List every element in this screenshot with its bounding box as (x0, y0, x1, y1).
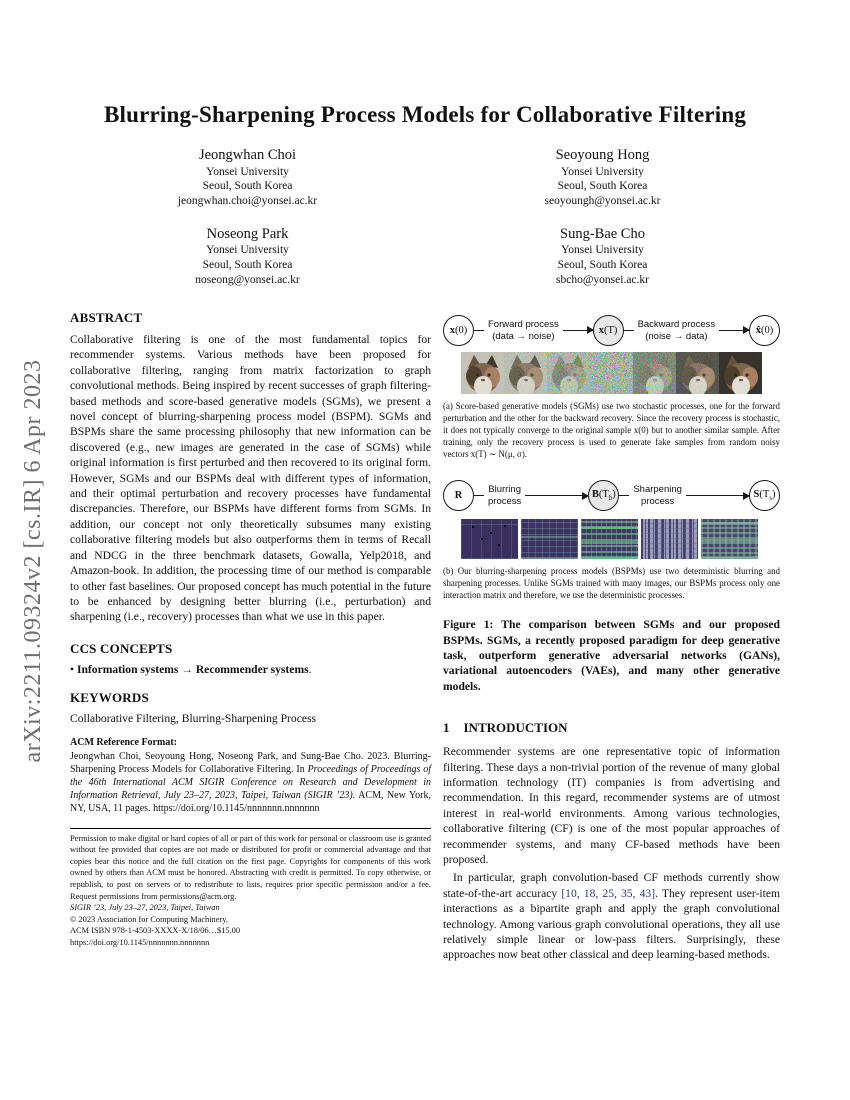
acm-ref-heading: ACM Reference Format: (70, 736, 177, 748)
author-location: Seoul, South Korea (202, 180, 293, 193)
forward-process-connector (474, 319, 593, 342)
matrix-heatmap-sharpened (701, 519, 758, 559)
introduction-para2: In particular, graph convolution-based CF methods currently show state-of-the-art accuracy [10, 18, 25, 35, 43]. They represent user-item interactions as a bipartite graph and apply the graph convolutional technology. Among various graph convolutional operations, they all use relatively simple linear or low-pass filters. Surprisingly, these approaches now beat other classical and deep learning-based methods. (443, 871, 781, 962)
ccs-heading: CCS CONCEPTS (70, 640, 173, 656)
author-block (425, 146, 780, 209)
node-xT: x(T) (593, 315, 624, 346)
permission-text: Permission to make digital or hard copies of all or part of this work for personal or classroom use is granted without fee provided that copies are not made or distributed for profit or commercial advantage and that copies bear this notice and the full citation on the first page. Copyrights for components of this work owned by others than ACM must be honored. Abstracting with credit is permitted. To copy otherwise, or republish, to post on servers or to redistribute to lists, requires prior specific permission and/or a fee. Request permissions from permissions@acm.org. (70, 833, 431, 901)
cat-image-light-noise (504, 352, 547, 394)
author-block (425, 225, 780, 288)
permission-block (70, 828, 431, 949)
introduction-heading: 1 INTRODUCTION (443, 720, 568, 736)
figure-b (443, 480, 780, 601)
caption-b: (b) Our blurring-sharpening process models (BSPMs) use two deterministic blurring and sharpening processes. Unlike SGMs trained with many images, our BSPMs process only one interaction matrix and therefore, we use the deterministic processes. (443, 566, 780, 601)
ccs-concept-leaf[interactable]: Recommender systems (195, 662, 309, 676)
paper-header (70, 102, 780, 287)
author-block (70, 146, 425, 209)
bspm-diagram (443, 480, 780, 511)
arxiv-banner: arXiv:2211.09324v2 [cs.IR] 6 Apr 2023 (20, 359, 46, 763)
author-location: Seoul, South Korea (202, 258, 293, 271)
cat-image-clean (461, 352, 504, 394)
forward-process-sublabel: (data → noise) (492, 330, 555, 342)
isbn-line: ACM ISBN 978-1-4503-XXXX-X/18/06…$15.00 (70, 926, 241, 936)
node-x0: x(0) (443, 315, 474, 346)
backward-process-sublabel: (noise → data) (645, 330, 708, 342)
cat-noise-image-strip (461, 352, 762, 394)
arrow-icon (719, 330, 749, 331)
matrix-heatmap-blur-1 (521, 519, 578, 559)
author-email[interactable]: sbcho@yonsei.ac.kr (556, 273, 649, 286)
citation-link[interactable]: [10, 18, 25, 35, 43] (561, 886, 656, 900)
blurring-process-sublabel: process (488, 495, 522, 507)
author-email[interactable]: noseong@yonsei.ac.kr (195, 273, 300, 286)
author-email[interactable]: seoyoungh@yonsei.ac.kr (544, 194, 661, 207)
caption-a: (a) Score-based generative models (SGMs) use two stochastic processes, one for the forward perturbation and the other for the backward recovery. Since the recovery process is stochastic, it does not typically converge to the original sample x(0) but to another similar sample. After training, only the recovery process is used to generate fake samples from random noisy vectors x(T) ∼ N(μ, σ). (443, 401, 780, 460)
author-affiliation: Yonsei University (206, 244, 289, 257)
blurring-process-connector (474, 484, 588, 507)
abstract-text: Collaborative filtering is one of the most fundamental topics for recommender systems. Various methods have been proposed for collaborative filtering, ranging from matrix factorization to graph convolutional methods. Being inspired by recent successes of graph filtering-based methods and score-based generative models (SGMs), we present a novel concept of blurring-sharpening process model (BSPM). SGMs and BSPMs share the same processing philosophy that new information can be discovered (e.g., new images are generated in the case of SGMs) while original information is first perturbed and then recovered to its original form. However, SGMs and our BSPMs deal with different types of information, and their optimal perturbation and recovery processes have fundamental discrepancies. Therefore, our BSPMs have different forms from SGMs. In addition, our concept not only theoretically subsumes many existing collaborative filtering models but also outperforms them in terms of Recall and NDCG in the three benchmark datasets, Gowalla, Yelp2018, and Amazon-book. In addition, the processing time of our method is comparable to other fast baselines. Our proposed concept has much potential in the future to be enhanced by designing better blurring (i.e., perturbation) and sharpening (i.e., recovery) processes than what we use in this paper. (70, 333, 431, 624)
cat-image-recovered (719, 352, 762, 394)
author-name: Sung-Bae Cho (560, 225, 645, 242)
figure-a (443, 315, 780, 460)
author-affiliation: Yonsei University (206, 165, 289, 178)
cat-image-almost-recovered (676, 352, 719, 394)
cat-image-heavy-noise (547, 352, 590, 394)
cat-image-pure-noise (590, 352, 633, 394)
conference-line: SIGIR ’23, July 23–27, 2023, Taipei, Taiwan (70, 903, 220, 913)
footer-doi-link[interactable]: https://doi.org/10.1145/nnnnnnn.nnnnnnn (70, 938, 210, 947)
author-name: Noseong Park (206, 225, 289, 242)
figure1-caption: Figure 1: The comparison between SGMs and our proposed BSPMs. SGMs, a recently proposed paradigm for deep generative task, outperform generative adversarial networks (GANs), variational autoencoders (VAEs), and many other generative models. (443, 618, 780, 693)
sharpening-process-sublabel: process (641, 495, 675, 507)
arrow-icon (525, 495, 588, 496)
sharpening-process-connector (619, 484, 749, 507)
keywords-text: Collaborative Filtering, Blurring-Sharpening Process (70, 711, 317, 725)
node-R: R (443, 480, 474, 511)
author-name: Seoyoung Hong (555, 147, 650, 163)
backward-process-label: Backward process (637, 319, 716, 331)
author-location: Seoul, South Korea (557, 258, 648, 271)
keywords-heading: KEYWORDS (70, 689, 149, 705)
matrix-heatmap-blurred (581, 519, 638, 559)
sharpening-process-label: Sharpening (633, 484, 682, 496)
right-column (443, 315, 780, 963)
node-STs: $S(T_s)$ (749, 480, 780, 511)
node-xhat0: x̂(0) (749, 315, 780, 346)
abstract-heading: ABSTRACT (70, 310, 143, 325)
author-block (70, 225, 425, 288)
left-column (70, 310, 431, 949)
author-email[interactable]: jeongwhan.choi@yonsei.ac.kr (177, 194, 318, 207)
introduction-para1: Recommender systems are one representative topic of information filtering. These days a non-trivial portion of the revenue of many global information technology (IT) companies is from advertising and recommendation. In this regard, recommender systems are of utmost interest in real-world environments. Among various technologies, collaborative filtering (CF) is one of the most popular approaches of recommender systems, and many CF-based methods have been proposed. (443, 745, 780, 866)
ccs-concepts: • Information systems → Recommender systems. (70, 662, 312, 676)
cat-image-denoising (633, 352, 676, 394)
sgm-diagram (443, 315, 780, 346)
page-title: Blurring-Sharpening Process Models for Collaborative Filtering (103, 102, 747, 127)
blurring-process-label: Blurring (488, 484, 521, 496)
author-affiliation: Yonsei University (561, 244, 644, 257)
doi-link[interactable]: https://doi.org/10.1145/nnnnnnn.nnnnnnn (153, 803, 320, 815)
copyright-line: © 2023 Association for Computing Machinery. (70, 914, 228, 924)
arrow-icon (563, 330, 593, 331)
interaction-matrix-strip (461, 519, 761, 559)
authors-grid (70, 146, 780, 287)
backward-process-connector (624, 319, 749, 342)
forward-process-label: Forward process (488, 319, 559, 331)
acm-ref-text: Jeongwhan Choi, Seoyoung Hong, Noseong Park, and Sung-Bae Cho. 2023. Blurring-Sharpening Process Models for Collaborative Filtering. In Proceedings of Proceedings of the 46th International ACM SIGIR Conference on Research and Development in Information Retrieval, July 23–27, 2023, Taipei, Taiwan (SIGIR ’23). ACM, New York, NY, USA, 11 pages. https://doi.org/10.1145/nnnnnnn.nnnnnnn (70, 750, 432, 815)
matrix-heatmap-original (461, 519, 518, 559)
ccs-concept-root[interactable]: Information systems (76, 662, 179, 676)
arrow-icon (686, 495, 749, 496)
author-name: Jeongwhan Choi (198, 147, 297, 163)
matrix-heatmap-sharpen-1 (641, 519, 698, 559)
node-BTb: $B(T_b)$ (588, 480, 619, 511)
author-affiliation: Yonsei University (561, 165, 644, 178)
author-location: Seoul, South Korea (557, 180, 648, 193)
